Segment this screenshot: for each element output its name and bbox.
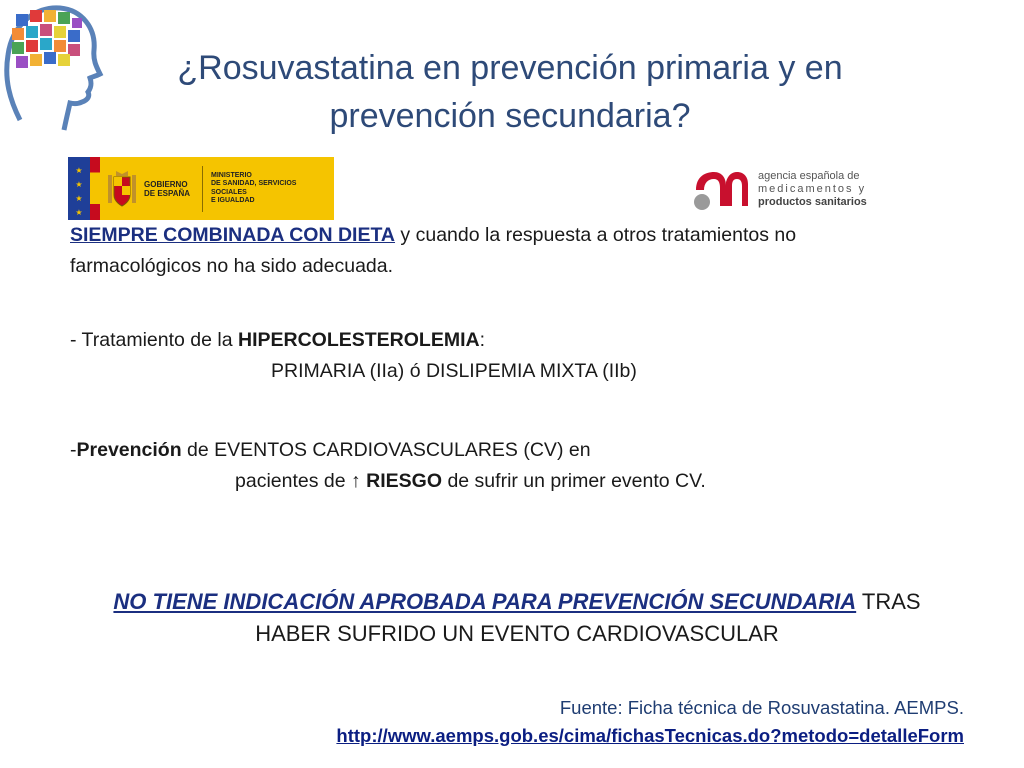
brain-mosaic-icon	[12, 10, 82, 68]
notice-rest: TRAS	[856, 589, 921, 614]
logo-divider	[202, 166, 203, 212]
notice-emphasis: NO TIENE INDICACIÓN APROBADA PARA PREVENCIÓN SECUNDARIA	[113, 589, 857, 614]
diet-emphasis: SIEMPRE COMBINADA CON DIETA	[70, 224, 396, 246]
gobierno-text	[144, 180, 194, 198]
svg-text:★: ★	[75, 194, 83, 203]
slide-title-line2: prevención secundaria?	[329, 97, 691, 135]
primaria-line: PRIMARIA (IIa) ó DISLIPEMIA MIXTA (IIb)	[271, 360, 637, 382]
eu-flag-icon	[68, 157, 90, 220]
source-text: Fuente: Ficha técnica de Rosuvastatina. AEMPS.	[559, 697, 964, 718]
aemps-line1: agencia española de	[758, 169, 860, 182]
secondary-prevention-notice	[70, 586, 964, 650]
gobierno-espana-logo	[68, 157, 334, 220]
diet-rest: y cuando la respuesta a otros tratamientos no	[395, 224, 797, 246]
treatment-prefix: - Tratamiento de la	[70, 329, 238, 351]
paragraph-prevencion	[70, 435, 970, 497]
coat-of-arms-icon	[106, 169, 138, 209]
riesgo-label: RIESGO	[366, 470, 443, 492]
notice-line2: HABER SUFRIDO UN EVENTO CARDIOVASCULAR	[255, 621, 779, 646]
treatment-suffix: :	[479, 329, 486, 351]
aemps-link[interactable]: http://www.aemps.gob.es/cima/fichasTecnicas.do?metodo=detalleForm	[336, 725, 964, 746]
hipercolesterolemia-label: HIPERCOLESTEROLEMIA	[238, 329, 480, 351]
aemps-am-icon	[692, 166, 752, 212]
paragraph-diet	[70, 220, 970, 282]
ministerio-text	[211, 172, 331, 206]
aemps-line3: productos sanitarios	[758, 195, 867, 208]
prevention-rest: de EVENTOS CARDIOVASCULARES (CV) en	[181, 439, 591, 461]
spain-flag-icon	[90, 157, 100, 220]
ministry-line1: MINISTERIO	[211, 171, 252, 179]
patients-prefix: pacientes de ↑	[235, 470, 367, 492]
paragraph-hipercolesterolemia	[70, 325, 970, 387]
brain-head-logo	[0, 0, 104, 134]
slide-title	[110, 44, 910, 140]
svg-text:★: ★	[75, 208, 83, 217]
prevention-label: Prevención	[76, 439, 182, 461]
source-citation	[336, 694, 964, 750]
ministry-line2: DE SANIDAD, SERVICIOS SOCIALES	[211, 180, 297, 196]
diet-line2: farmacológicos no ha sido adecuada.	[70, 255, 394, 277]
slide-title-line1: ¿Rosuvastatina en prevención primaria y en	[177, 49, 843, 87]
aemps-line2: medicamentos y	[758, 182, 867, 195]
gov-line2: DE ESPAÑA	[144, 188, 191, 198]
svg-text:★: ★	[75, 180, 83, 189]
gov-line1: GOBIERNO	[144, 179, 188, 189]
aemps-logo	[692, 164, 892, 214]
patients-suffix: de sufrir un primer evento CV.	[442, 470, 706, 492]
ministry-line3: E IGUALDAD	[211, 197, 255, 204]
svg-text:★: ★	[75, 166, 83, 175]
prevention-prefix: -	[70, 439, 77, 461]
